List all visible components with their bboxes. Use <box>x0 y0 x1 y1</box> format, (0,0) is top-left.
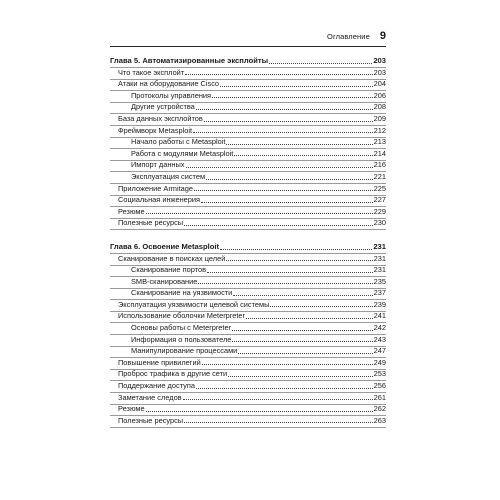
toc-entry-title: Повышение привилегий <box>118 357 201 367</box>
toc-entry-page: 229 <box>373 206 386 216</box>
toc-entry-title: Глава 6. Освоение Metasploit <box>110 241 220 251</box>
toc-entry-page: 231 <box>373 265 386 275</box>
row-separator <box>110 125 386 126</box>
toc-entry-title: Информация о пользователе <box>131 334 232 344</box>
toc-entry-page: 263 <box>373 415 386 425</box>
row-separator <box>110 183 386 184</box>
row-separator <box>110 276 386 277</box>
row-separator <box>110 171 386 172</box>
row-separator <box>110 195 386 196</box>
toc-entry[interactable] <box>110 253 386 265</box>
toc-entry-title: Манипулирование процессами <box>131 346 238 356</box>
toc-entry-title: Поддержание доступа <box>118 381 195 391</box>
toc-entry[interactable] <box>110 299 386 311</box>
dot-leader <box>198 282 372 284</box>
dot-leader <box>184 421 373 423</box>
toc-entry[interactable] <box>110 206 386 218</box>
dot-leader <box>269 62 372 64</box>
toc-entry[interactable] <box>110 90 386 102</box>
row-separator <box>110 427 386 428</box>
dot-leader <box>238 352 372 354</box>
toc-entry[interactable] <box>110 392 386 404</box>
toc-entry-page: 231 <box>373 253 386 263</box>
row-separator <box>110 148 386 149</box>
row-separator <box>110 311 386 312</box>
toc-entry-page: 247 <box>373 346 386 356</box>
dot-leader <box>226 143 372 145</box>
row-separator <box>110 346 386 347</box>
row-separator <box>110 67 386 68</box>
toc-entry-page: 214 <box>373 148 386 158</box>
toc-entry-title: Сканирование портов <box>131 265 206 275</box>
row-separator <box>110 137 386 138</box>
toc-chapter-entry[interactable] <box>110 241 386 253</box>
toc-entry[interactable] <box>110 264 386 276</box>
toc-entry-title: Сканирование на уязвимости <box>131 288 233 298</box>
toc-entry[interactable] <box>110 125 386 137</box>
toc-entry[interactable] <box>110 194 386 206</box>
toc-entry-page: 242 <box>373 323 386 333</box>
row-separator <box>110 218 386 219</box>
toc-entry[interactable] <box>110 67 386 79</box>
dot-leader <box>206 178 373 180</box>
dot-leader <box>186 166 373 168</box>
dot-leader <box>226 259 372 261</box>
row-separator <box>110 102 386 103</box>
toc-entry[interactable] <box>110 415 386 427</box>
toc-chapter-entry[interactable] <box>110 55 386 67</box>
row-separator <box>110 160 386 161</box>
toc-entry-page: 227 <box>373 195 386 205</box>
toc-entry-page: 253 <box>373 369 386 379</box>
dot-leader <box>193 131 373 133</box>
toc-entry-title: Что такое эксплойт <box>118 67 185 77</box>
toc-entry-page: 241 <box>373 311 386 321</box>
toc-entry[interactable] <box>110 310 386 322</box>
toc-entry-page: 208 <box>373 102 386 112</box>
toc-entry-page: 209 <box>373 113 386 123</box>
row-separator <box>110 380 386 381</box>
toc-entry[interactable] <box>110 113 386 125</box>
toc-entry[interactable] <box>110 159 386 171</box>
toc-entry[interactable] <box>110 136 386 148</box>
dot-leader <box>146 410 373 412</box>
toc-entry-title: Другие устройства <box>131 102 195 112</box>
row-separator <box>110 113 386 114</box>
dot-leader <box>202 363 373 365</box>
toc-entry[interactable] <box>110 183 386 195</box>
toc-entry[interactable] <box>110 101 386 113</box>
dot-leader <box>196 387 373 389</box>
toc-entry-title: Полезные ресурсы <box>118 218 184 228</box>
toc-entry-page: 239 <box>373 299 386 309</box>
toc-entry[interactable] <box>110 334 386 346</box>
row-separator <box>110 392 386 393</box>
row-separator <box>110 253 386 254</box>
row-separator <box>110 288 386 289</box>
row-separator <box>110 404 386 405</box>
toc-entry-page: 221 <box>373 171 386 181</box>
toc-entry[interactable] <box>110 357 386 369</box>
toc-entry[interactable] <box>110 148 386 160</box>
toc-entry-title: Социальная инженерия <box>118 195 201 205</box>
toc-entry-title: Работа с модулями Metasploit <box>131 148 234 158</box>
dot-leader <box>185 73 372 75</box>
toc-entry-title: SMB-сканирование <box>131 276 198 286</box>
dot-leader <box>204 120 373 122</box>
toc-entry-page: 212 <box>373 125 386 135</box>
dot-leader <box>270 305 372 307</box>
dot-leader <box>196 108 373 110</box>
dot-leader <box>183 398 373 400</box>
dot-leader <box>232 340 372 342</box>
toc-entry-page: 237 <box>373 288 386 298</box>
row-separator <box>110 357 386 358</box>
row-separator <box>110 265 386 266</box>
toc-entry-page: 231 <box>373 241 386 251</box>
dot-leader <box>233 294 372 296</box>
toc-entry-title: База данных эксплойтов <box>118 113 203 123</box>
toc-entry-title: Протоколы управления <box>131 90 212 100</box>
row-separator <box>110 415 386 416</box>
toc-entry-page: 261 <box>373 392 386 402</box>
toc-entry[interactable] <box>110 287 386 299</box>
toc-entry[interactable] <box>110 380 386 392</box>
toc-entry[interactable] <box>110 78 386 90</box>
toc-entry-title: Сканирование в поисках целей <box>118 253 226 263</box>
row-separator <box>110 79 386 80</box>
toc-entry-title: Импорт данных <box>131 160 185 170</box>
toc-entry-title: Использование оболочки Meterpreter <box>118 311 245 321</box>
toc-entry-title: Полезные ресурсы <box>118 415 184 425</box>
dot-leader <box>232 329 373 331</box>
toc-entry-page: 225 <box>373 183 386 193</box>
toc-entry-page: 204 <box>373 79 386 89</box>
dot-leader <box>194 189 373 191</box>
dot-leader <box>207 271 373 273</box>
toc-entry-page: 249 <box>373 357 386 367</box>
toc-entry[interactable] <box>110 345 386 357</box>
running-title: Оглавление <box>327 32 370 41</box>
toc-entry-title: Проброс трафика в другие сети <box>118 369 228 379</box>
toc-entry[interactable] <box>110 276 386 288</box>
dot-leader <box>220 85 373 87</box>
toc-entry-title: Приложение Armitage <box>118 183 193 193</box>
row-separator <box>110 334 386 335</box>
toc-entry-title: Фреймворк Metasploit <box>118 125 193 135</box>
toc-entry-page: 203 <box>373 56 386 65</box>
toc-entry-title: Основы работы с Meterpreter <box>131 323 232 333</box>
header-rule <box>110 46 386 47</box>
toc-entry[interactable] <box>110 217 386 229</box>
dot-leader <box>228 375 372 377</box>
page-number: 9 <box>379 30 386 42</box>
toc-entry[interactable] <box>110 368 386 380</box>
toc-entry[interactable] <box>110 403 386 415</box>
toc-entry-title: Резюме <box>118 404 145 414</box>
toc-entry-title: Резюме <box>118 206 145 216</box>
row-separator <box>110 206 386 207</box>
row-separator <box>110 299 386 300</box>
toc-entry-title: Эксплуатация систем <box>131 171 206 181</box>
toc-entry-page: 243 <box>373 334 386 344</box>
row-separator <box>110 369 386 370</box>
toc-entry[interactable] <box>110 322 386 334</box>
toc-entry-title: Глава 5. Автоматизированные эксплойты <box>110 56 269 65</box>
dot-leader <box>184 224 373 226</box>
dot-leader <box>146 212 373 214</box>
toc-entry-page: 216 <box>373 160 386 170</box>
table-of-contents <box>110 55 386 426</box>
dot-leader <box>201 201 373 203</box>
toc-entry-title: Заметание следов <box>118 392 182 402</box>
toc-entry-title: Эксплуатация уязвимости целевой системы <box>118 299 270 309</box>
toc-entry-page: 262 <box>373 404 386 414</box>
toc-entry[interactable] <box>110 171 386 183</box>
dot-leader <box>220 248 372 250</box>
toc-entry-page: 213 <box>373 137 386 147</box>
toc-entry-title: Атаки на оборудование Cisco <box>118 79 219 89</box>
toc-entry-title: Начало работы с Metasploit <box>131 137 226 147</box>
running-header <box>110 30 386 44</box>
dot-leader <box>246 317 373 319</box>
dot-leader <box>234 154 372 156</box>
row-separator <box>110 322 386 323</box>
toc-entry-page: 230 <box>373 218 386 228</box>
dot-leader <box>212 96 373 98</box>
row-separator <box>110 229 386 230</box>
toc-entry-page: 256 <box>373 381 386 391</box>
toc-entry-page: 206 <box>373 90 386 100</box>
toc-entry-page: 203 <box>373 67 386 77</box>
toc-entry-page: 235 <box>373 276 386 286</box>
row-separator <box>110 90 386 91</box>
